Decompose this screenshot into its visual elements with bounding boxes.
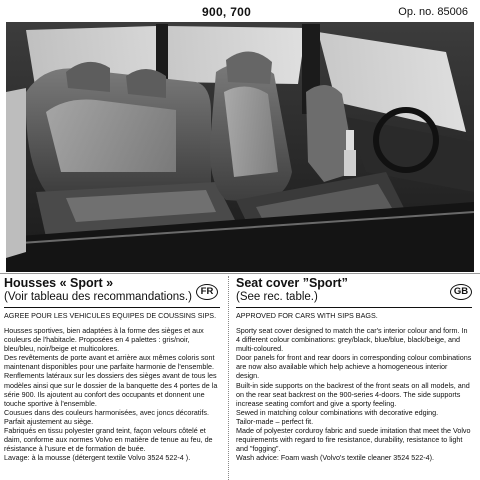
french-paragraph: Des revêtements de porte avant et arrière aux mêmes coloris sont maintenant disponibles pour une parfaite harmonie de l'ensemble.: [4, 353, 215, 372]
french-heading: [4, 276, 220, 304]
english-title: Seat cover ”Sport”: [236, 276, 348, 290]
model-title: 900, 700: [202, 5, 252, 19]
english-subtitle: (See rec. table.): [236, 291, 318, 303]
english-paragraph: Sporty seat cover designed to match the car's interior colour and form. In 4 different colour combinations: grey/black, blue/blue, black/beige, and multi-coloured.: [236, 326, 468, 354]
fr-language-badge: FR: [196, 284, 218, 300]
english-paragraph: Built-in side supports on the backrest of the front seats on all models, and on the rear seat backrest on the 900-series 4-doors. The side supports increase seating comfort and give a sporty feeling.: [236, 380, 470, 408]
page-header: [0, 0, 480, 22]
column-divider: [228, 276, 229, 480]
english-applicability: APPROVED FOR CARS WITH SIPS BAGS.: [236, 311, 378, 320]
french-heading-rule: [4, 307, 220, 308]
french-title: Housses « Sport »: [4, 276, 114, 290]
english-paragraph: Sewed in matching colour combinations with decorative edging.: [236, 407, 439, 417]
gb-language-badge: GB: [450, 284, 472, 300]
french-paragraph: Cousues dans des couleurs harmonisées, avec joncs décoratifs.: [4, 407, 209, 417]
french-body: [4, 326, 220, 462]
english-body: [236, 326, 472, 462]
french-paragraph: Lavage: à la mousse (détergent textile Volvo 3524 522-4 ).: [4, 453, 191, 463]
english-paragraph: Made of polyester corduroy fabric and suede imitation that meet the Volvo requirements with regard to fire resistance, durability, resistance to light and ”fogging”.: [236, 426, 471, 454]
french-column: [4, 276, 220, 480]
section-divider: [0, 273, 480, 274]
english-paragraph: Tailor-made – perfect fit.: [236, 416, 314, 426]
english-heading-rule: [236, 307, 472, 308]
french-subtitle: (Voir tableau des recommandations.): [4, 291, 192, 303]
french-paragraph: Parfait ajustement au siège.: [4, 416, 94, 426]
french-paragraph: Renflements latéraux sur les dossiers des sièges avant de tous les modèles ainsi que sur le dossier de la banquette des 4 portes de la série 900. Ils ajoutent au confort des occupants et donnent une touche sportive à l'ensemble.: [4, 371, 218, 408]
french-paragraph: Housses sportives, bien adaptées à la forme des sièges et aux couleurs de l'habitacle. Proposées en 4 palettes : gris/noir, bleu/bleu, noir/beige et multicolores.: [4, 326, 204, 354]
english-paragraph: Door panels for front and rear doors in corresponding colour combinations are now also available which help achieve a homogeneous interior design.: [236, 353, 472, 381]
english-heading: [236, 276, 472, 304]
operation-number: Op. no. 85006: [398, 6, 468, 18]
french-paragraph: Fabriqués en tissu polyester grand teint, façon velours côtelé et daim, conforme aux normes Volvo en matière de tenue au feu, de résistance à l'usure et de formation de buée.: [4, 426, 213, 454]
french-applicability: AGREE POUR LES VEHICULES EQUIPES DE COUSSINS SIPS.: [4, 311, 217, 320]
english-paragraph: Wash advice: Foam wash (Volvo's textile cleaner 3524 522-4).: [236, 453, 435, 463]
english-column: [236, 276, 472, 480]
car-interior-photo: [6, 22, 474, 272]
